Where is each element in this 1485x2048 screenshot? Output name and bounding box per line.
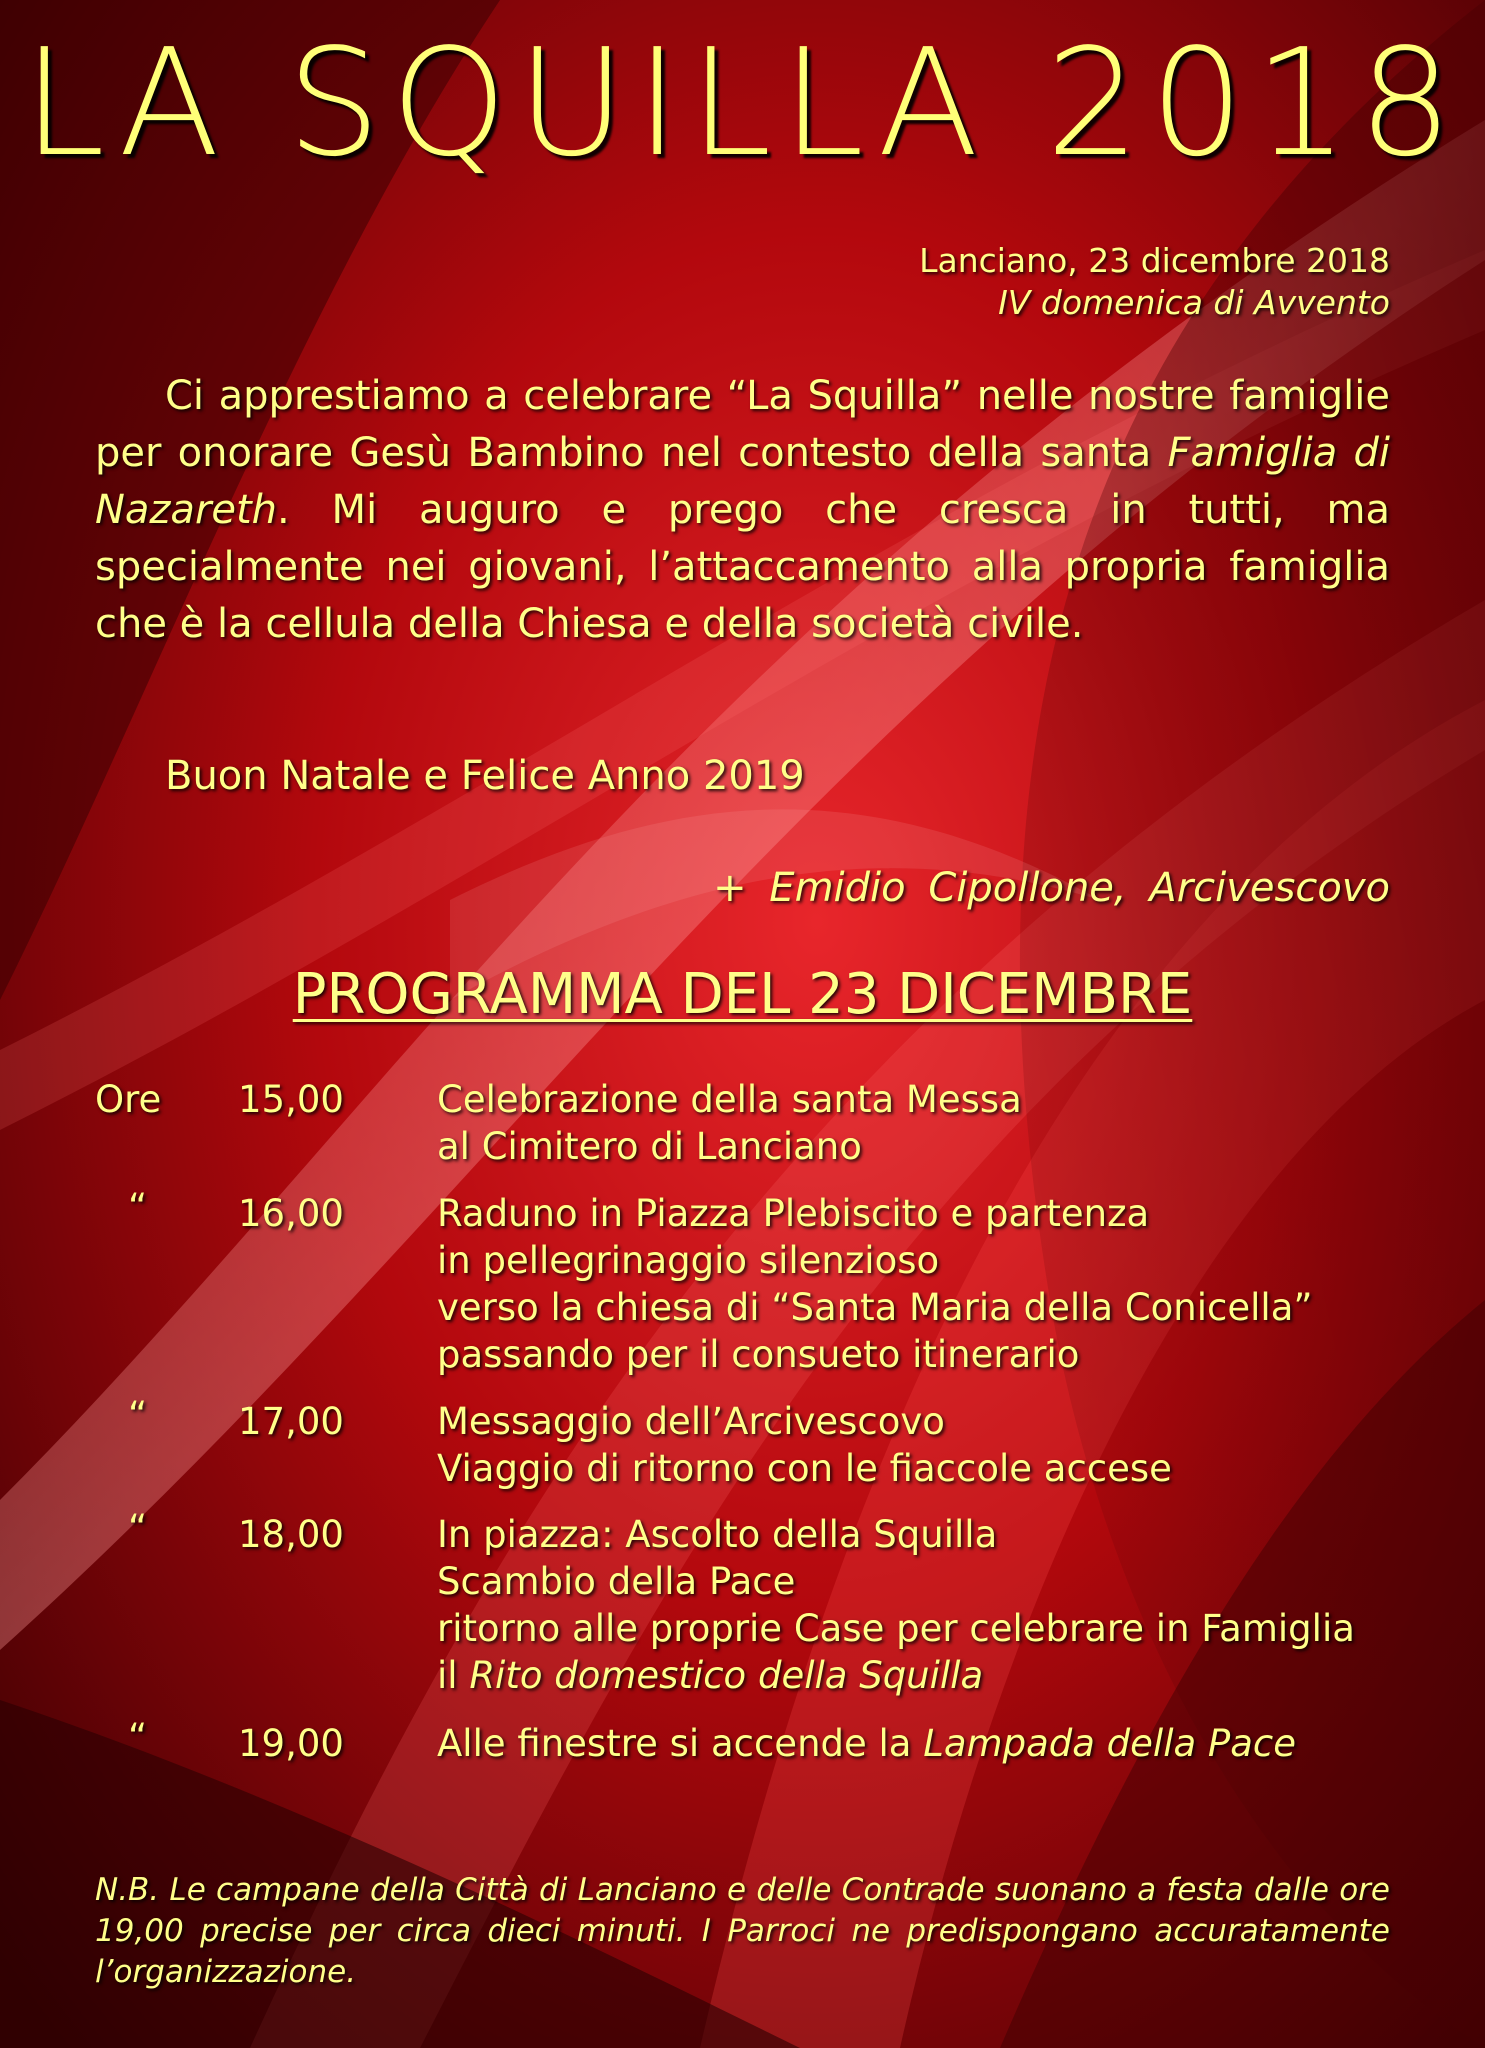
footnote: N.B. Le campane della Città di Lanciano e delle Contrade suonano a festa dalle ore 19,00 precise per circa dieci minuti. I Parroci ne predispongano accuratamente l’organizzazione.	[95, 1872, 1390, 1990]
program-time: 19,00	[238, 1722, 344, 1765]
program-line: verso la chiesa di “Santa Maria della Conicella”	[437, 1286, 1313, 1329]
signature: + Emidio Cipollone, Arcivescovo	[713, 865, 1390, 911]
letter-text-1: Ci apprestiamo a celebrare “La Squilla” nelle nostre famiglie per onorare Gesù Bambino nel contesto della santa	[95, 373, 1390, 476]
program-line	[437, 1652, 1437, 1699]
program-line-plain: Alle finestre si accende la	[437, 1722, 924, 1765]
program-description	[437, 1720, 1437, 1767]
program-line: In piazza: Ascolto della Squilla	[437, 1513, 998, 1556]
liturgical-day: IV domenica di Avvento	[998, 283, 1390, 322]
program-line-plain: il	[437, 1654, 470, 1697]
program-line: in pellegrinaggio silenzioso	[437, 1239, 940, 1282]
program-prefix: “	[128, 1507, 148, 1550]
program-time: 15,00	[238, 1078, 344, 1121]
program-time: 17,00	[238, 1400, 344, 1443]
place-date: Lanciano, 23 dicembre 2018	[919, 241, 1390, 280]
letter-italic: Famiglia di Nazareth	[95, 430, 1391, 533]
dateline	[919, 240, 1390, 324]
letter-paragraph	[95, 368, 1390, 653]
program-line: ritorno alle proprie Case per celebrare in Famiglia	[437, 1607, 1355, 1650]
program-line: Viaggio di ritorno con le fiaccole accese	[437, 1447, 1172, 1490]
program-line: passando per il consueto itinerario	[437, 1333, 1080, 1376]
program-line	[437, 1720, 1437, 1767]
program-heading: PROGRAMMA DEL 23 DICEMBRE	[292, 962, 1193, 1027]
program-line: Scambio della Pace	[437, 1560, 796, 1603]
program-line-italic: Rito domestico della Squilla	[469, 1654, 984, 1697]
program-prefix: “	[128, 1716, 148, 1759]
program-prefix: “	[128, 1394, 148, 1437]
program-description	[437, 1076, 1437, 1170]
program-line: al Cimitero di Lanciano	[437, 1125, 862, 1168]
greeting: Buon Natale e Felice Anno 2019	[165, 753, 805, 799]
program-line: Messaggio dell’Arcivescovo	[437, 1400, 945, 1443]
program-prefix: “	[128, 1186, 148, 1229]
program-line: Raduno in Piazza Plebiscito e partenza	[437, 1192, 1150, 1235]
program-prefix: Ore	[95, 1078, 162, 1121]
program-description	[437, 1190, 1437, 1378]
letter-text-2: . Mi auguro e prego che cresca in tutti, ma specialmente nei giovani, l’attaccamento alla propria famiglia che è la cellula della Chiesa e della società civile.	[95, 487, 1390, 647]
program-line-italic: Lampada della Pace	[923, 1722, 1296, 1765]
page-title: LA SQUILLA 2018	[22, 17, 1463, 189]
program-description	[437, 1398, 1437, 1492]
program-time: 16,00	[238, 1192, 344, 1235]
program-line: Celebrazione della santa Messa	[437, 1078, 1022, 1121]
program-description	[437, 1511, 1437, 1699]
program-time: 18,00	[238, 1513, 344, 1556]
